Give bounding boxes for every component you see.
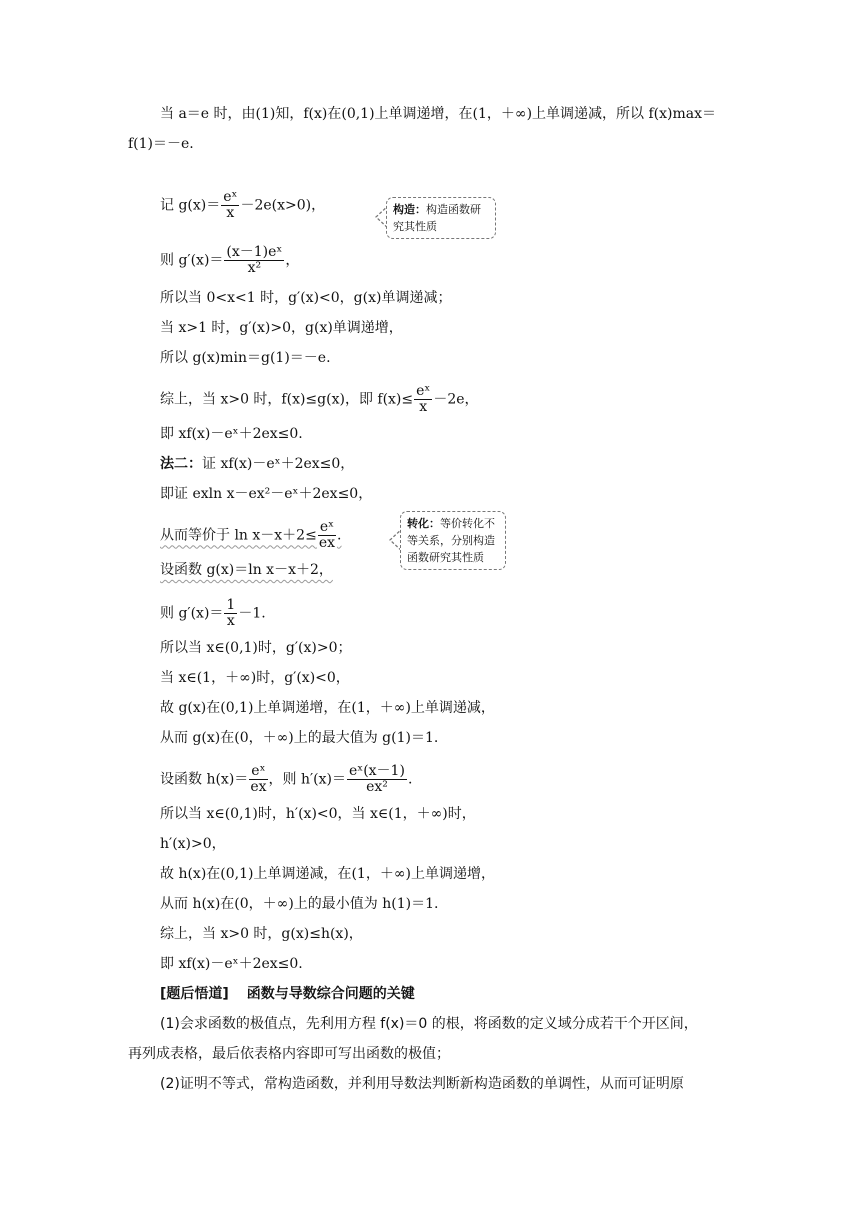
text-line: 所以当 x∈(0,1)时，g′(x)>0；: [160, 640, 352, 656]
text: 则 g′(x)＝: [160, 605, 224, 622]
callout-text: 等关系，分别构造: [407, 534, 495, 547]
g-definition: [160, 190, 325, 221]
denominator: x: [419, 399, 428, 415]
text: ，则 h′(x)＝: [268, 771, 346, 788]
callout-transform: [400, 511, 506, 570]
numerator: eˣ: [416, 383, 431, 399]
fraction: [221, 190, 239, 221]
text-line: 综上，当 x>0 时，g(x)≤h(x)，: [160, 926, 363, 942]
text-line: 当 x>1 时，g′(x)>0，g(x)单调递增，: [160, 320, 403, 336]
text: 综上，当 x>0 时，f(x)≤g(x)，即 f(x)≤: [160, 391, 414, 408]
gprime-line: [160, 245, 299, 276]
text-line: 所以当 x∈(0,1)时，h′(x)<0，当 x∈(1，＋∞)时，: [160, 806, 476, 822]
equivalence-line: [160, 520, 342, 551]
h-definition-line: [160, 764, 412, 795]
text: ，: [285, 252, 300, 269]
section-heading: [160, 984, 415, 1004]
fraction: [347, 764, 407, 795]
denominator: ex²: [366, 779, 388, 795]
paragraph-line: 再列成表格，最后依表格内容即可写出函数的极值；: [128, 1046, 450, 1062]
text: 证 xf(x)－eˣ＋2ex≤0，: [202, 456, 355, 472]
numerator: (x－1)eˣ: [226, 244, 283, 260]
numerator: eˣ: [223, 189, 238, 205]
denominator: ex: [318, 535, 336, 551]
text-line: 故 h(x)在(0,1)上单调递减，在(1，＋∞)上单调递增，: [160, 866, 495, 882]
callout-label: 转化：: [407, 517, 440, 530]
text-line: 设函数 g(x)＝ln x－x＋2，: [160, 562, 333, 578]
text-line: f(1)＝－e.: [128, 136, 194, 152]
numerator: 1: [226, 597, 236, 613]
text: 则 g′(x)＝: [160, 252, 224, 269]
method-two-line: [160, 454, 354, 474]
summary-line: [160, 384, 479, 415]
fraction: [224, 245, 284, 276]
denominator: x: [226, 205, 235, 221]
text: .: [407, 771, 413, 788]
text-line: 所以当 0<x<1 时，g′(x)<0，g(x)单调递减；: [160, 290, 452, 306]
callout-construct: [386, 197, 496, 239]
text-line: 所以 g(x)min＝g(1)＝－e.: [160, 350, 331, 366]
paragraph-line: (2)证明不等式，常构造函数，并利用导数法判断新构造函数的单调性，从而可证明原: [160, 1076, 684, 1092]
numerator: eˣ(x－1): [348, 763, 405, 779]
text-line: h′(x)>0，: [160, 836, 226, 852]
paragraph-line: (1)会求函数的极值点，先利用方程 f(x)＝0 的根，将函数的定义域分成若干个开区间，: [160, 1016, 698, 1032]
callout-text: 究其性质: [393, 220, 437, 233]
text: －1.: [238, 605, 266, 622]
text: －2e(x>0)，: [240, 197, 326, 214]
callout-label: 构造：: [393, 203, 426, 216]
text-line: 即证 exln x－ex²－eˣ＋2ex≤0，: [160, 486, 373, 502]
denominator: x²: [247, 260, 262, 276]
fraction: [249, 764, 267, 795]
method-label: 法二：: [160, 456, 202, 472]
denominator: ex: [250, 779, 267, 795]
numerator: eˣ: [251, 763, 266, 779]
heading-tag: [题后悟道]: [160, 986, 229, 1002]
numerator: eˣ: [319, 519, 335, 535]
fraction: [318, 520, 336, 551]
fraction: [224, 598, 237, 629]
text-line: 即 xf(x)－eˣ＋2ex≤0.: [160, 426, 303, 442]
text-line: 故 g(x)在(0,1)上单调递增，在(1，＋∞)上单调递减，: [160, 700, 495, 716]
text: 从而等价于 ln x－x＋2≤: [160, 527, 317, 544]
text-line: 即 xf(x)－eˣ＋2ex≤0.: [160, 956, 303, 972]
text: －2e，: [433, 391, 479, 408]
callout-text: 函数研究其性质: [407, 551, 484, 564]
gprime-line-2: [160, 598, 266, 629]
text: 记 g(x)＝: [160, 197, 221, 214]
fraction: [414, 384, 432, 415]
heading-text: 函数与导数综合问题的关键: [246, 986, 415, 1002]
callout-text: 等价转化不: [440, 517, 495, 530]
text: 设函数 h(x)＝: [160, 771, 249, 788]
text-line: 当 a＝e 时，由(1)知，f(x)在(0,1)上单调递增，在(1，＋∞)上单调递减，所以 f(x)max＝: [160, 106, 717, 122]
callout-text: 构造函数研: [426, 203, 481, 216]
text-line: 从而 h(x)在(0，＋∞)上的最小值为 h(1)＝1.: [160, 896, 439, 912]
text: .: [337, 527, 342, 544]
text-line: 从而 g(x)在(0，＋∞)上的最大值为 g(1)＝1.: [160, 730, 439, 746]
text-line: 当 x∈(1，＋∞)时，g′(x)<0，: [160, 670, 350, 686]
denominator: x: [226, 613, 235, 629]
